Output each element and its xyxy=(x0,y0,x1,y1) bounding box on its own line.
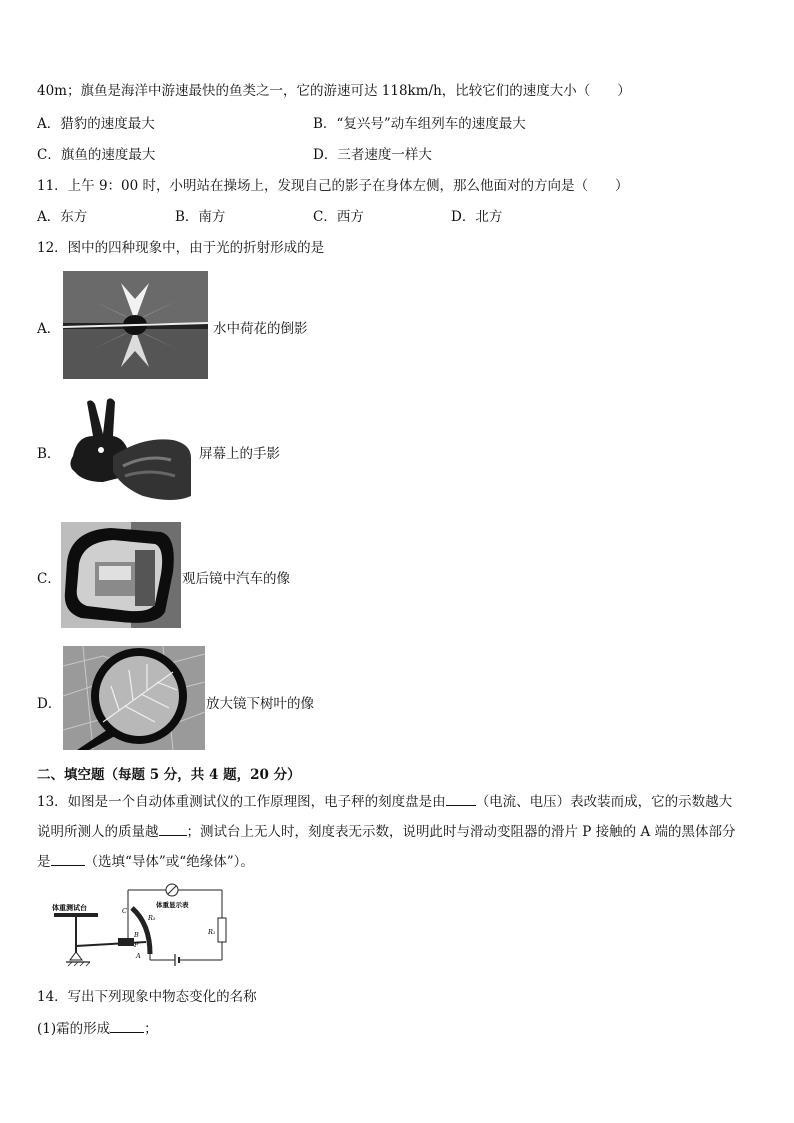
q14-item-1 xyxy=(37,1020,158,1038)
meter-label: 体重显示表 xyxy=(156,901,189,909)
q10-option-b: B．“复兴号”动车组列车的速度最大 xyxy=(313,116,526,132)
terminal-a-label: A xyxy=(136,952,141,960)
q12-option-b-letter: B． xyxy=(37,446,61,462)
insulating-block xyxy=(118,938,134,946)
section-2-heading: 二、填空题（每题 5 分，共 4 题，20 分） xyxy=(37,767,301,783)
q11-option-d: D．北方 xyxy=(451,209,503,225)
q14-item-1-text: (1)霜的形成 xyxy=(37,1021,111,1037)
q10-option-c: C．旗鱼的速度最大 xyxy=(37,147,156,163)
q13-line-2-text-b: ；测试台上无人时，刻度表无示数，说明此时与滑动变阻器的滑片 P 接触的 A 端的黑体部分 xyxy=(186,824,736,840)
r2-label: R₂ xyxy=(148,914,156,922)
q11-option-b: B．南方 xyxy=(175,209,226,225)
q13-line-1-text-a: 13．如图是一个自动体重测试仪的工作原理图，电子秤的刻度盘是由 xyxy=(37,794,446,810)
q13-blank-2 xyxy=(159,823,187,836)
hand-shadow-photo xyxy=(63,396,193,504)
q10-option-a: A．猎豹的速度最大 xyxy=(37,116,155,132)
q14-blank-1 xyxy=(110,1020,144,1033)
q13-line-2 xyxy=(37,823,736,841)
q12-option-d-caption: 放大镜下树叶的像 xyxy=(206,696,314,712)
terminal-c-label: C xyxy=(122,907,127,915)
q13-line-2-text-a: 说明所测人的质量越 xyxy=(37,824,159,840)
q13-line-3-text-a: 是 xyxy=(37,854,51,870)
q11-option-a: A．东方 xyxy=(37,209,88,225)
resistor-r1 xyxy=(218,918,226,942)
q12-option-c-caption: 观后镜中汽车的像 xyxy=(182,571,290,587)
q13-blank-3 xyxy=(51,853,85,866)
q10-stem-line: 40m；旗鱼是海洋中游速最快的鱼类之一，它的游速可达 118km/h，比较它们的速度大小（ ） xyxy=(37,83,631,99)
rear-view-mirror-photo xyxy=(61,522,181,628)
q13-blank-1 xyxy=(446,793,476,806)
magnifier-leaf-photo xyxy=(63,646,205,750)
q12-option-b-caption: 屏幕上的手影 xyxy=(199,446,280,462)
q12-stem: 12．图中的四种现象中，由于光的折射形成的是 xyxy=(37,240,325,256)
q12-option-a-caption: 水中荷花的倒影 xyxy=(213,321,308,337)
platform-label: 体重测试台 xyxy=(52,904,87,912)
q12-option-d-letter: D． xyxy=(37,696,62,712)
test-platform xyxy=(54,913,98,917)
q13-line-1 xyxy=(37,793,732,811)
q14-stem: 14．写出下列现象中物态变化的名称 xyxy=(37,989,257,1005)
terminal-b-label: B xyxy=(134,931,139,939)
q12-option-c-letter: C． xyxy=(37,571,61,587)
q13-line-1-text-b: （电流、电压）表改装而成，它的示数越大 xyxy=(475,794,733,810)
q14-item-1-end: ； xyxy=(144,1021,158,1037)
q13-line-3-text-b: （选填“导体”或“绝缘体”）。 xyxy=(84,854,254,870)
q12-option-a-letter: A． xyxy=(37,321,61,337)
r1-label: R₁ xyxy=(208,928,216,936)
q10-option-d: D．三者速度一样大 xyxy=(313,147,432,163)
weight-scale-circuit-diagram xyxy=(50,880,230,970)
slider-p-label: P xyxy=(134,941,139,949)
pivot xyxy=(70,952,82,960)
q11-option-c: C．西方 xyxy=(313,209,364,225)
q13-line-3 xyxy=(37,853,254,871)
q11-stem: 11．上午 9：00 时，小明站在操场上，发现自己的影子在身体左侧，那么他面对的方向是（ ） xyxy=(37,178,629,194)
lotus-reflection-photo xyxy=(63,271,208,379)
